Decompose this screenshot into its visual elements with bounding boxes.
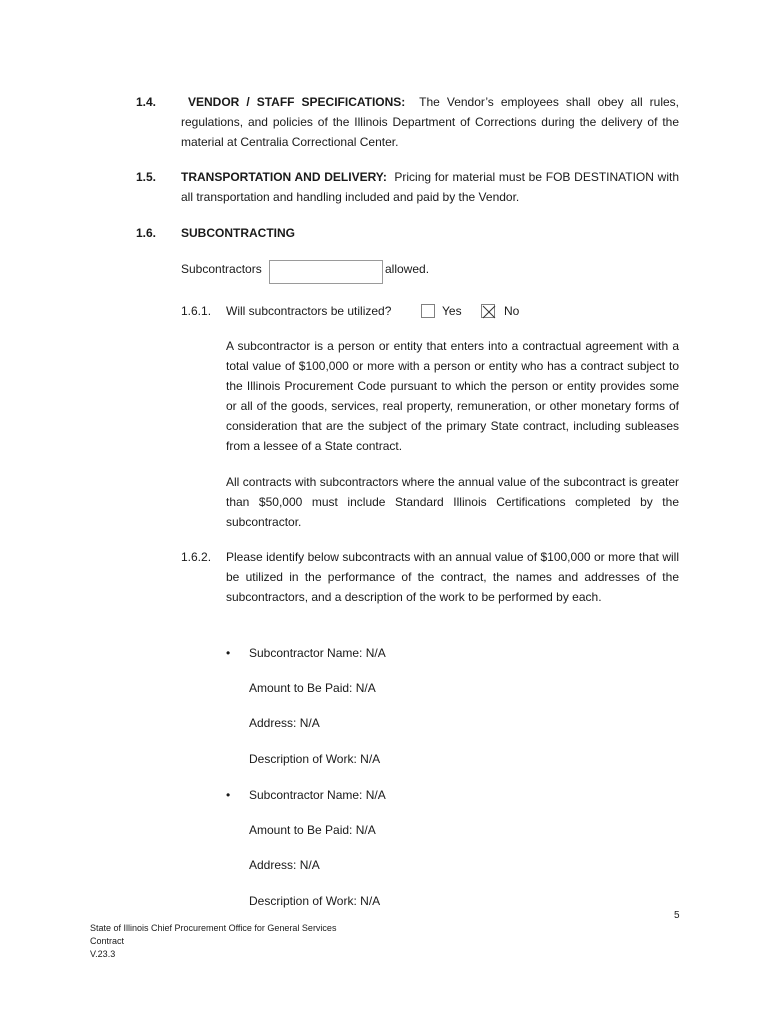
bullet-icon: •: [226, 646, 231, 660]
checkbox-x-icon: [482, 305, 496, 319]
subcontractors-allowed-field[interactable]: [269, 260, 383, 284]
subcontractors-label: Subcontractors: [181, 262, 262, 276]
page-number: 5: [674, 910, 680, 921]
section-1-6-2-text: Please identify below subcontracts with an annual value of $100,000 or more that will be utilized in the performance of the contract, the names and addresses of the subcontractors, and a description of the work to be performed by each.: [226, 550, 679, 604]
section-1-6-1-number: 1.6.1.: [181, 304, 212, 318]
subcontractors-question: Will subcontractors be utilized?: [226, 304, 392, 318]
section-1-4-heading: VENDOR / STAFF SPECIFICATIONS:: [188, 95, 406, 109]
no-label: No: [504, 304, 520, 318]
footer-office: State of Illinois Chief Procurement Office for General Services: [90, 923, 337, 933]
subcontractor-definition: A subcontractor is a person or entity that enters into a contractual agreement with a total value of $100,000 or more with a person or entity who has a contract subject to the Illinois Procurement Code pursuant to which the person or entity provides some or all of the goods, services, real property, remuneration, or other monetary forms of consideration that are the subject of the primary State contract, including subleases from a lessee of a State contract.: [226, 339, 679, 453]
description-of-work: Description of Work: N/A: [249, 752, 381, 766]
yes-checkbox[interactable]: [421, 304, 435, 318]
yes-label: Yes: [442, 304, 462, 318]
no-checkbox[interactable]: [481, 304, 495, 318]
description-of-work: Description of Work: N/A: [249, 894, 381, 908]
subcontractor-address: Address: N/A: [249, 716, 320, 730]
amount-to-be-paid: Amount to Be Paid: N/A: [249, 823, 376, 837]
bullet-icon: •: [226, 788, 231, 802]
section-1-6-2-number: 1.6.2.: [181, 550, 212, 564]
section-1-4-body: [181, 92, 679, 152]
subcontractor-name: Subcontractor Name: N/A: [249, 788, 386, 802]
section-1-5-number: 1.5.: [136, 170, 157, 184]
section-1-4-number: 1.4.: [136, 95, 157, 109]
certification-requirement: All contracts with subcontractors where the annual value of the subcontract is greater than $50,000 must include Standard Illinois Certifications completed by the subcontractor.: [226, 475, 679, 529]
section-1-6-number: 1.6.: [136, 226, 157, 240]
footer-version: V.23.3: [90, 949, 116, 959]
footer: [90, 922, 336, 961]
section-1-5-heading: TRANSPORTATION AND DELIVERY:: [181, 170, 387, 184]
footer-doc-type: Contract: [90, 936, 125, 946]
amount-to-be-paid: Amount to Be Paid: N/A: [249, 681, 376, 695]
section-1-6-heading: SUBCONTRACTING: [181, 226, 295, 240]
allowed-label: allowed.: [385, 262, 430, 276]
section-1-4-text: The Vendor’s employees shall obey all rules, regulations, and policies of the Illinois Department of Corrections during the delivery of the material at Centralia Correctional Center.: [181, 95, 679, 149]
section-1-5-body: [181, 167, 679, 207]
section-1-5-text: Pricing for material must be FOB DESTINATION with all transportation and handling included and paid by the Vendor.: [181, 170, 680, 204]
subcontractor-name: Subcontractor Name: N/A: [249, 646, 386, 660]
subcontractor-address: Address: N/A: [249, 858, 320, 872]
